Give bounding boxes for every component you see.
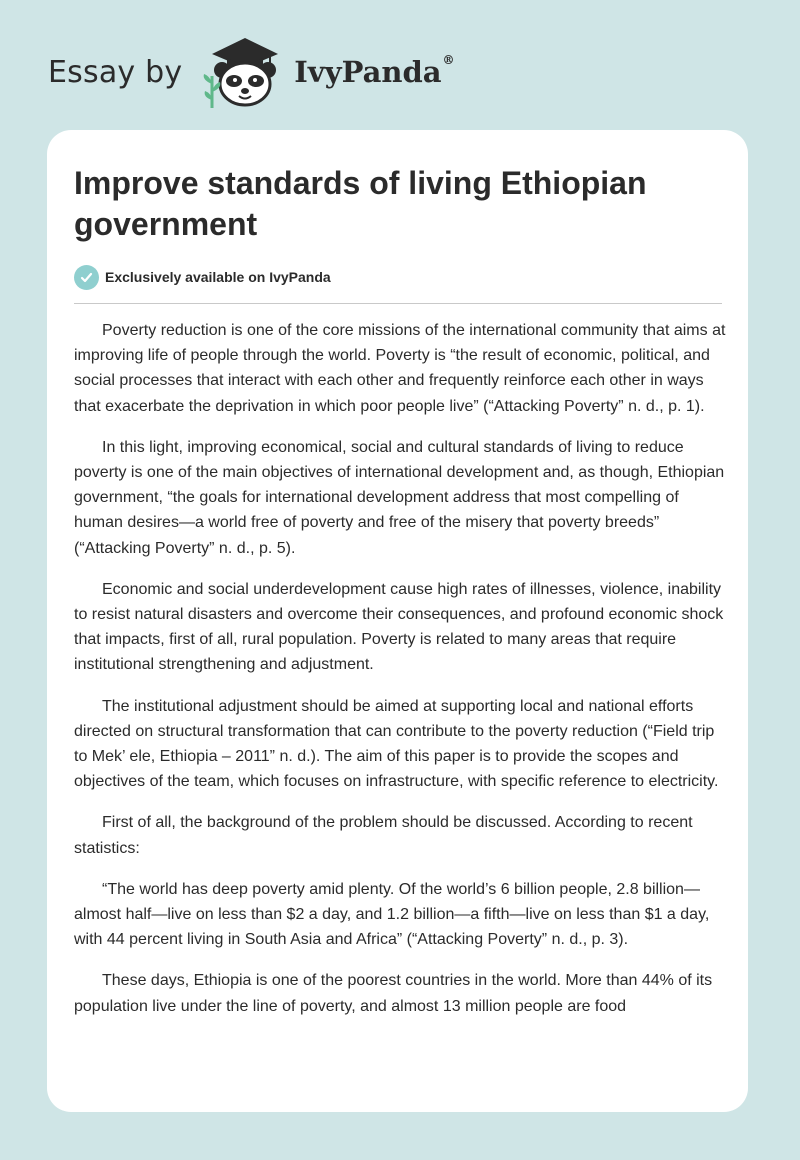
page-title: Improve standards of living Ethiopian government — [74, 165, 647, 242]
exclusive-label: Exclusively available on IvyPanda — [105, 269, 331, 285]
brand-name — [294, 55, 454, 89]
paragraph: In this light, improving economical, social and cultural standards of living to reduce poverty is one of the main objectives of international development and, as though, Ethiopian government, “the goals for international development address that most compelling of human desires—a world free of poverty and free of the misery that poverty breeds” (“Attacking Poverty” n. d., p. 5). — [74, 438, 725, 557]
paragraph: These days, Ethiopia is one of the poorest countries in the world. More than 44% of its population live under the line of poverty, and almost 13 million people are food — [74, 972, 713, 1015]
registered-mark: ® — [442, 53, 455, 67]
check-icon — [74, 265, 99, 290]
paragraph: Economic and social underdevelopment cause high rates of illnesses, violence, inability to resist natural disasters and overcome their consequences, and profound economic shock that impacts, first of all, rural population. Poverty is related to many areas that require institutional strengthening and adjustment. — [74, 580, 724, 674]
paragraph: The institutional adjustment should be aimed at supporting local and national efforts directed on structural transformation that can contribute to the poverty reduction (“Field trip to Mek’ ele, Ethiopia – 2011” n. d.). The aim of this paper is to provide the scopes and objectives of the team, which focuses on infrastructure, with specific reference to electricity. — [74, 697, 719, 791]
site-logo[interactable] — [48, 34, 455, 110]
essay-body — [74, 318, 726, 1035]
panda-mascot-icon — [200, 34, 290, 110]
paragraph: First of all, the background of the problem should be discussed. According to recent statistics: — [74, 814, 693, 857]
brand-name-text: IvyPanda — [294, 55, 442, 89]
paragraph: Poverty reduction is one of the core missions of the international community that aims at improving life of people through the world. Poverty is “the result of economic, political, and social processes that interact with each other and frequently reinforce each other in ways that exacerbate the deprivation in which poor people live” (“Attacking Poverty” n. d., p. 1). — [74, 322, 726, 415]
exclusive-badge — [74, 263, 331, 291]
divider — [74, 303, 722, 304]
essay-card — [47, 130, 748, 1112]
brand-prefix: Essay by — [48, 54, 183, 90]
paragraph: “The world has deep poverty amid plenty. Of the world’s 6 billion people, 2.8 billion—almost half—live on less than $2 a day, and 1.2 billion—a fifth—live on less than $1 a day, with 44 percent living in South Asia and Africa” (“Attacking Poverty” n. d., p. 3). — [74, 880, 710, 949]
